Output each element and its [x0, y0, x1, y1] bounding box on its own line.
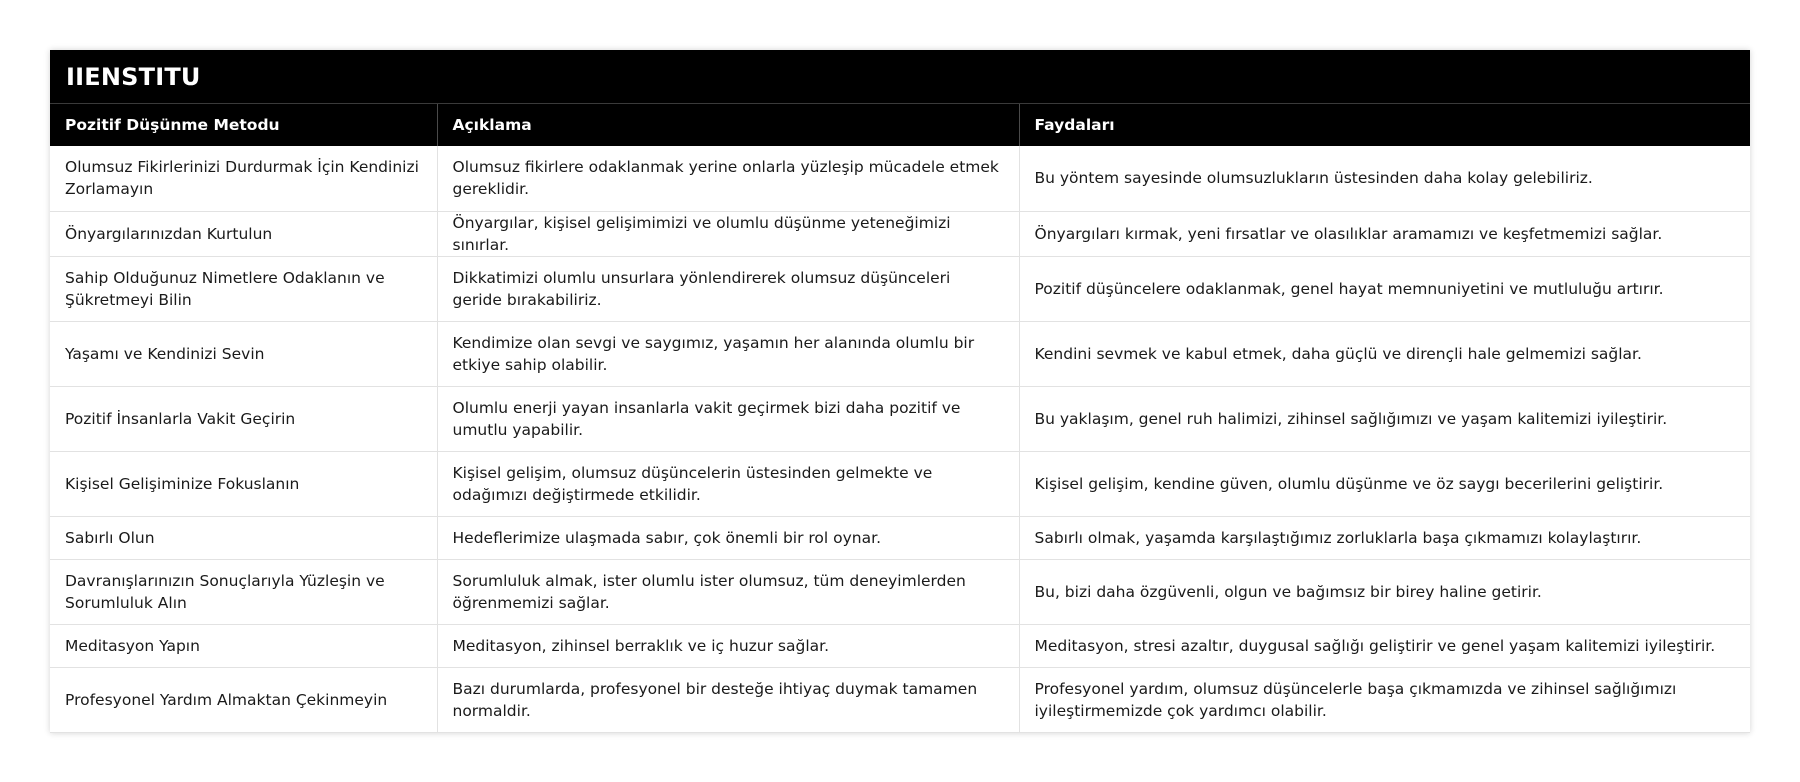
cell-description: Kişisel gelişim, olumsuz düşüncelerin üstesinden gelmekte ve odağımızı değiştirmede etkilidir.	[437, 451, 1019, 516]
cell-benefit: Bu yaklaşım, genel ruh halimizi, zihinsel sağlığımızı ve yaşam kalitemizi iyileştirir.	[1019, 386, 1750, 451]
table-row	[50, 624, 1750, 667]
column-header-benefits: Faydaları	[1019, 104, 1750, 146]
cell-description: Olumsuz fikirlere odaklanmak yerine onlarla yüzleşip mücadele etmek gereklidir.	[437, 146, 1019, 211]
cell-method: Yaşamı ve Kendinizi Sevin	[50, 321, 437, 386]
cell-benefit: Meditasyon, stresi azaltır, duygusal sağlığı geliştirir ve genel yaşam kalitemizi iyileştirir.	[1019, 624, 1750, 667]
cell-method: Pozitif İnsanlarla Vakit Geçirin	[50, 386, 437, 451]
table-header-row	[50, 104, 1750, 146]
data-table	[50, 104, 1750, 733]
cell-method: Davranışlarınızın Sonuçlarıyla Yüzleşin ve Sorumluluk Alın	[50, 559, 437, 624]
cell-description: Olumlu enerji yayan insanlarla vakit geçirmek bizi daha pozitif ve umutlu yapabilir.	[437, 386, 1019, 451]
content-card	[50, 50, 1750, 733]
table-row	[50, 211, 1750, 256]
cell-method: Sahip Olduğunuz Nimetlere Odaklanın ve Şükretmeyi Bilin	[50, 256, 437, 321]
cell-benefit: Önyargıları kırmak, yeni fırsatlar ve olasılıklar aramamızı ve keşfetmemizi sağlar.	[1019, 211, 1750, 256]
cell-method: Önyargılarınızdan Kurtulun	[50, 211, 437, 256]
table-row	[50, 451, 1750, 516]
table-row	[50, 516, 1750, 559]
brand-title: IIENSTITU	[50, 50, 1750, 104]
table-row	[50, 559, 1750, 624]
cell-method: Olumsuz Fikirlerinizi Durdurmak İçin Kendinizi Zorlamayın	[50, 146, 437, 211]
cell-description: Meditasyon, zihinsel berraklık ve iç huzur sağlar.	[437, 624, 1019, 667]
cell-method: Sabırlı Olun	[50, 516, 437, 559]
cell-benefit: Profesyonel yardım, olumsuz düşüncelerle başa çıkmamızda ve zihinsel sağlığımızı iyileştirmemizde çok yardımcı olabilir.	[1019, 667, 1750, 732]
cell-benefit: Bu, bizi daha özgüvenli, olgun ve bağımsız bir birey haline getirir.	[1019, 559, 1750, 624]
table-row	[50, 667, 1750, 732]
cell-description: Kendimize olan sevgi ve saygımız, yaşamın her alanında olumlu bir etkiye sahip olabilir.	[437, 321, 1019, 386]
cell-method: Kişisel Gelişiminize Fokuslanın	[50, 451, 437, 516]
cell-method: Meditasyon Yapın	[50, 624, 437, 667]
cell-description: Bazı durumlarda, profesyonel bir desteğe ihtiyaç duymak tamamen normaldir.	[437, 667, 1019, 732]
cell-benefit: Bu yöntem sayesinde olumsuzlukların üstesinden daha kolay gelebiliriz.	[1019, 146, 1750, 211]
table-row	[50, 146, 1750, 211]
cell-description: Dikkatimizi olumlu unsurlara yönlendirerek olumsuz düşünceleri geride bırakabiliriz.	[437, 256, 1019, 321]
column-header-description: Açıklama	[437, 104, 1019, 146]
cell-description: Hedeflerimize ulaşmada sabır, çok önemli bir rol oynar.	[437, 516, 1019, 559]
table-row	[50, 386, 1750, 451]
cell-benefit: Kişisel gelişim, kendine güven, olumlu düşünme ve öz saygı becerilerini geliştirir.	[1019, 451, 1750, 516]
cell-benefit: Kendini sevmek ve kabul etmek, daha güçlü ve dirençli hale gelmemizi sağlar.	[1019, 321, 1750, 386]
column-header-method: Pozitif Düşünme Metodu	[50, 104, 437, 146]
cell-description: Sorumluluk almak, ister olumlu ister olumsuz, tüm deneyimlerden öğrenmemizi sağlar.	[437, 559, 1019, 624]
table-row	[50, 321, 1750, 386]
cell-description: Önyargılar, kişisel gelişimimizi ve olumlu düşünme yeteneğimizi sınırlar.	[437, 211, 1019, 256]
table-row	[50, 256, 1750, 321]
cell-benefit: Pozitif düşüncelere odaklanmak, genel hayat memnuniyetini ve mutluluğu artırır.	[1019, 256, 1750, 321]
cell-method: Profesyonel Yardım Almaktan Çekinmeyin	[50, 667, 437, 732]
cell-benefit: Sabırlı olmak, yaşamda karşılaştığımız zorluklarla başa çıkmamızı kolaylaştırır.	[1019, 516, 1750, 559]
